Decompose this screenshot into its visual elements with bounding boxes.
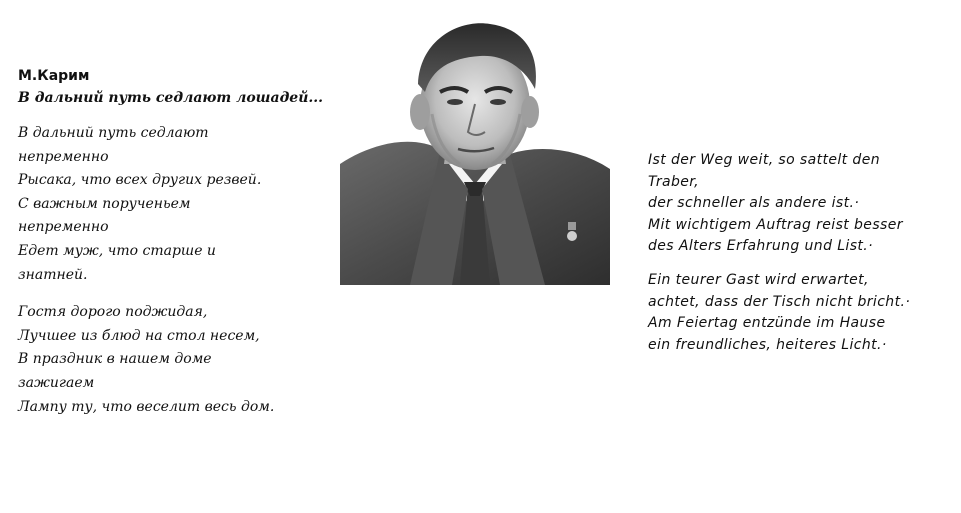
translation-line: Ist der Weg weit, so sattelt den	[648, 152, 880, 168]
translation-line: Traber,	[648, 173, 700, 190]
poem-line: В праздник в нашем доме	[18, 351, 212, 368]
translation-line: Mit wichtigem Auftrag reist besser	[648, 216, 903, 233]
translation-line: Ein teurer Gast wird erwartet,	[648, 271, 869, 288]
poem-line: Гостя дорого поджидая,	[18, 304, 208, 321]
poem-line: непременно	[18, 148, 109, 165]
poem-line: Лучшее из блюд на стол несем,	[18, 327, 260, 344]
translation-line: des Alters Erfahrung und List.·	[648, 238, 873, 255]
poem-line: Лампу ту, что веселит весь дом.	[18, 398, 275, 415]
portrait-photo	[340, 14, 610, 285]
german-stanza-2	[648, 270, 953, 356]
russian-stanza-1	[18, 122, 328, 287]
translation-line: ein freundliches, heiteres Licht.·	[648, 336, 887, 353]
poem-line: зажигаем	[18, 374, 95, 391]
poem-line: В дальний путь седлают	[18, 125, 209, 141]
translation-line: der schneller als andere ist.·	[648, 195, 860, 212]
russian-poem	[18, 66, 328, 433]
author-name: М.Карим	[18, 68, 90, 84]
poem-line: непременно	[18, 219, 109, 236]
poem-line: С важным порученьем	[18, 195, 191, 212]
author-portrait	[340, 14, 610, 285]
german-stanza-1	[648, 150, 953, 258]
translation-line: Am Feiertag entzünde im Hause	[648, 315, 886, 332]
translation-line: achtet, dass der Tisch nicht bricht.·	[648, 293, 911, 310]
poem-line: Рысака, что всех других резвей.	[18, 172, 262, 189]
poem-title: В дальний путь седлают лошадей...	[18, 90, 324, 106]
russian-stanza-2	[18, 301, 328, 419]
poem-line: знатней.	[18, 266, 88, 283]
german-translation	[648, 150, 953, 368]
poem-line: Едет муж, что старше и	[18, 242, 216, 259]
